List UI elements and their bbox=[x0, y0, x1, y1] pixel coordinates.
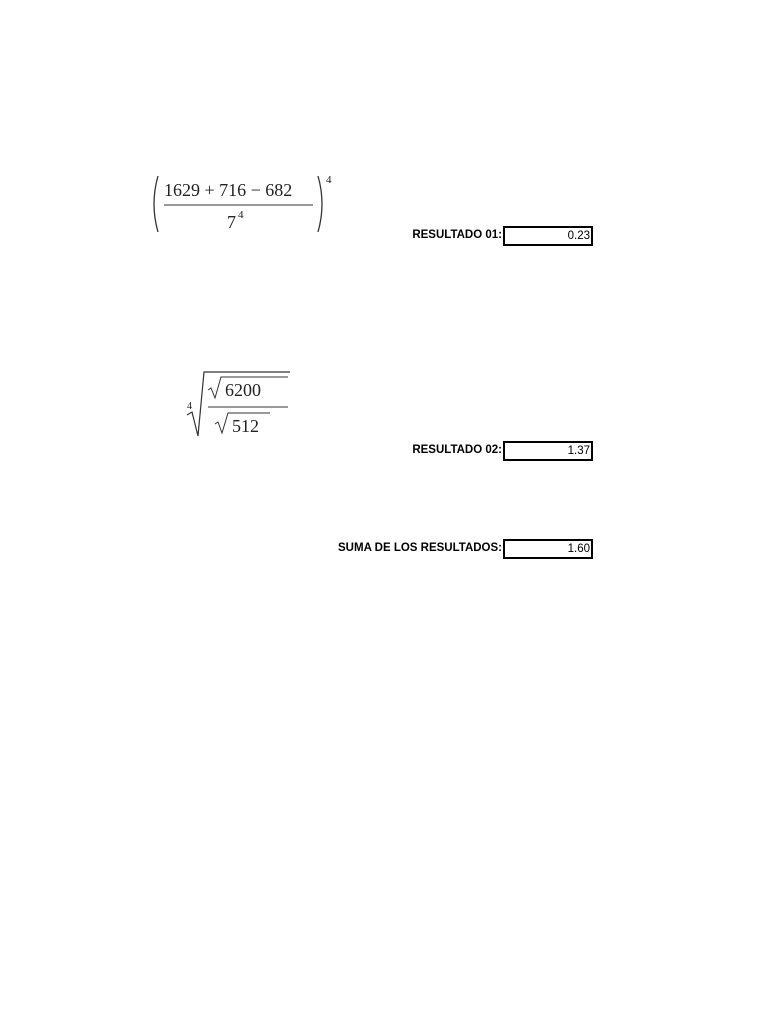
formula-1-outer-exponent: 4 bbox=[326, 174, 332, 186]
formula-1-image bbox=[148, 172, 338, 236]
sum-label: SUMA DE LOS RESULTADOS: bbox=[338, 542, 502, 554]
right-parenthesis bbox=[318, 176, 322, 232]
result-02-value-cell[interactable]: 1.37 bbox=[503, 441, 593, 461]
formula-2-denominator-radicand: 512 bbox=[232, 416, 259, 436]
formula-2-image bbox=[178, 368, 293, 440]
formula-2-numerator-radicand: 6200 bbox=[225, 380, 261, 400]
formula-1-denominator-exponent: 4 bbox=[238, 209, 244, 221]
result-02-label: RESULTADO 02: bbox=[412, 444, 502, 456]
formula-1-denominator-base: 7 bbox=[227, 212, 236, 232]
sum-value-cell[interactable]: 1.60 bbox=[503, 539, 593, 559]
formula-1-numerator: 1629 + 716 − 682 bbox=[164, 180, 293, 200]
result-01-label: RESULTADO 01: bbox=[412, 229, 502, 241]
result-01-value-cell[interactable]: 0.23 bbox=[503, 226, 593, 246]
left-parenthesis bbox=[154, 176, 158, 232]
formula-2-root-index: 4 bbox=[187, 401, 192, 412]
